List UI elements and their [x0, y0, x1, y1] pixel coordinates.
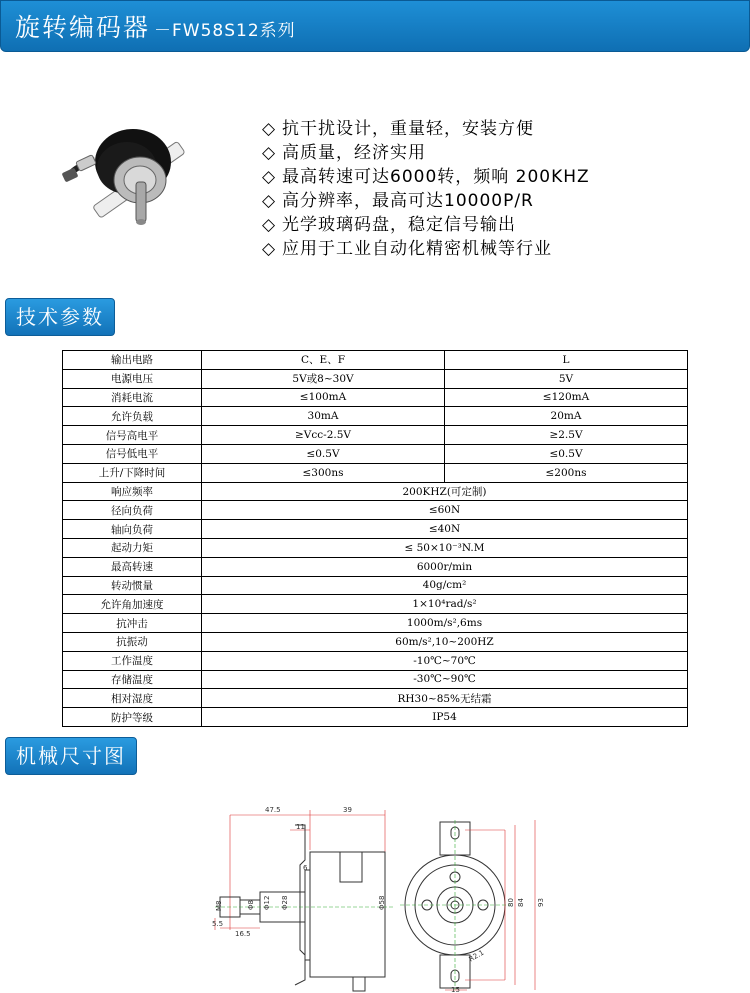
- param-label: 径向负荷: [63, 501, 202, 520]
- param-value: ≤40N: [202, 520, 688, 539]
- param-label: 电源电压: [63, 369, 202, 388]
- table-row: [63, 651, 688, 670]
- feature-item: [262, 189, 590, 213]
- param-value: 1000m/s²,6ms: [202, 614, 688, 633]
- side-view: [215, 810, 395, 991]
- param-label: 最高转速: [63, 557, 202, 576]
- param-label: 响应频率: [63, 482, 202, 501]
- param-value-l: ≥2.5V: [445, 426, 688, 445]
- feature-text: 抗干扰设计，重量轻，安装方便: [282, 119, 534, 139]
- header-bar: [0, 0, 750, 52]
- param-label: 抗冲击: [63, 614, 202, 633]
- param-label: 抗振动: [63, 632, 202, 651]
- feature-item: [262, 165, 590, 189]
- param-value: 1×10⁴rad/s²: [202, 595, 688, 614]
- param-value-l: 5V: [445, 369, 688, 388]
- table-row: [63, 520, 688, 539]
- table-row: [63, 463, 688, 482]
- param-value-cef: 30mA: [202, 407, 445, 426]
- param-label: 转动惯量: [63, 576, 202, 595]
- param-label: 输出电路: [63, 351, 202, 370]
- dim-47-5: 47.5: [265, 806, 281, 814]
- param-label: 上升/下降时间: [63, 463, 202, 482]
- feature-item: [262, 237, 590, 261]
- param-value: 6000r/min: [202, 557, 688, 576]
- table-row: [63, 369, 688, 388]
- table-row: [63, 482, 688, 501]
- param-label: 允许角加速度: [63, 595, 202, 614]
- feature-text: 高质量，经济实用: [282, 143, 426, 163]
- param-label: 信号低电平: [63, 444, 202, 463]
- diamond-bullet-icon: ◇: [262, 191, 277, 211]
- param-label: 相对湿度: [63, 689, 202, 708]
- dim-m8: M8: [215, 900, 223, 911]
- diamond-bullet-icon: ◇: [262, 239, 277, 259]
- spec-table: [62, 350, 688, 727]
- dim-phi12: Φ12: [263, 895, 271, 910]
- title-sub: －FW58S12系列: [154, 21, 296, 41]
- param-value: ≤60N: [202, 501, 688, 520]
- dim-phi58: Φ58: [378, 895, 386, 910]
- table-row: [63, 632, 688, 651]
- section-drawing-label: 机械尺寸图: [16, 744, 126, 768]
- table-row: [63, 501, 688, 520]
- param-value-cef: C、E、F: [202, 351, 445, 370]
- param-label: 信号高电平: [63, 426, 202, 445]
- param-value-l: ≤0.5V: [445, 444, 688, 463]
- param-label: 轴向负荷: [63, 520, 202, 539]
- dim-5-5: 5.5: [212, 920, 224, 928]
- dim-16-5: 16.5: [235, 930, 251, 938]
- table-row: [63, 388, 688, 407]
- param-value: RH30~85%无结霜: [202, 689, 688, 708]
- param-value-l: L: [445, 351, 688, 370]
- table-row: [63, 426, 688, 445]
- section-specs-label: 技术参数: [16, 305, 104, 329]
- table-row: [63, 708, 688, 727]
- dim-15: 15: [451, 986, 460, 993]
- param-value: -10℃~70℃: [202, 651, 688, 670]
- diamond-bullet-icon: ◇: [262, 167, 277, 187]
- dim-r2-1: R2.1: [467, 948, 486, 964]
- diamond-bullet-icon: ◇: [262, 215, 277, 235]
- param-value: -30℃~90℃: [202, 670, 688, 689]
- param-value-l: ≤120mA: [445, 388, 688, 407]
- param-value: ≤ 50×10⁻³N.M: [202, 538, 688, 557]
- param-label: 存储温度: [63, 670, 202, 689]
- param-label: 起动力矩: [63, 538, 202, 557]
- param-label: 允许负载: [63, 407, 202, 426]
- feature-text: 光学玻璃码盘，稳定信号输出: [282, 215, 516, 235]
- dim-84: 84: [517, 898, 525, 907]
- param-label: 消耗电流: [63, 388, 202, 407]
- param-value: 60m/s²,10~200HZ: [202, 632, 688, 651]
- param-value-l: 20mA: [445, 407, 688, 426]
- title-main: 旋转编码器: [15, 13, 151, 42]
- feature-text: 最高转速可达6000转，频响 200KHZ: [282, 167, 590, 187]
- page-title: [15, 8, 296, 44]
- feature-text: 高分辨率，最高可达10000P/R: [282, 191, 534, 211]
- feature-text: 应用于工业自动化精密机械等行业: [282, 239, 552, 259]
- table-row: [63, 538, 688, 557]
- param-value-cef: ≥Vcc-2.5V: [202, 426, 445, 445]
- diamond-bullet-icon: ◇: [262, 119, 277, 139]
- dim-6: 6: [303, 864, 308, 872]
- section-drawing-button: [5, 737, 137, 775]
- table-row: [63, 614, 688, 633]
- table-row: [63, 557, 688, 576]
- dim-39: 39: [343, 806, 352, 814]
- table-row: [63, 351, 688, 370]
- param-value-cef: ≤0.5V: [202, 444, 445, 463]
- product-photo: [55, 122, 195, 242]
- dim-11: 11: [296, 823, 305, 831]
- feature-item: [262, 213, 590, 237]
- param-value-l: ≤200ns: [445, 463, 688, 482]
- table-row: [63, 595, 688, 614]
- table-row: [63, 576, 688, 595]
- param-value-cef: ≤300ns: [202, 463, 445, 482]
- section-specs-button: [5, 298, 115, 336]
- table-row: [63, 670, 688, 689]
- diamond-bullet-icon: ◇: [262, 143, 277, 163]
- mechanical-drawing: [205, 800, 555, 993]
- dim-80: 80: [507, 898, 515, 907]
- param-value-cef: ≤100mA: [202, 388, 445, 407]
- dim-phi8: Φ8: [247, 900, 255, 910]
- param-value: IP54: [202, 708, 688, 727]
- table-row: [63, 444, 688, 463]
- table-row: [63, 689, 688, 708]
- table-row: [63, 407, 688, 426]
- param-label: 工作温度: [63, 651, 202, 670]
- dim-93: 93: [537, 898, 545, 907]
- param-value-cef: 5V或8~30V: [202, 369, 445, 388]
- feature-item: [262, 141, 590, 165]
- param-value: 40g/cm²: [202, 576, 688, 595]
- feature-item: [262, 117, 590, 141]
- dim-phi28: Φ28: [281, 895, 289, 910]
- param-label: 防护等级: [63, 708, 202, 727]
- feature-list: [262, 117, 590, 261]
- param-value: 200KHZ(可定制): [202, 482, 688, 501]
